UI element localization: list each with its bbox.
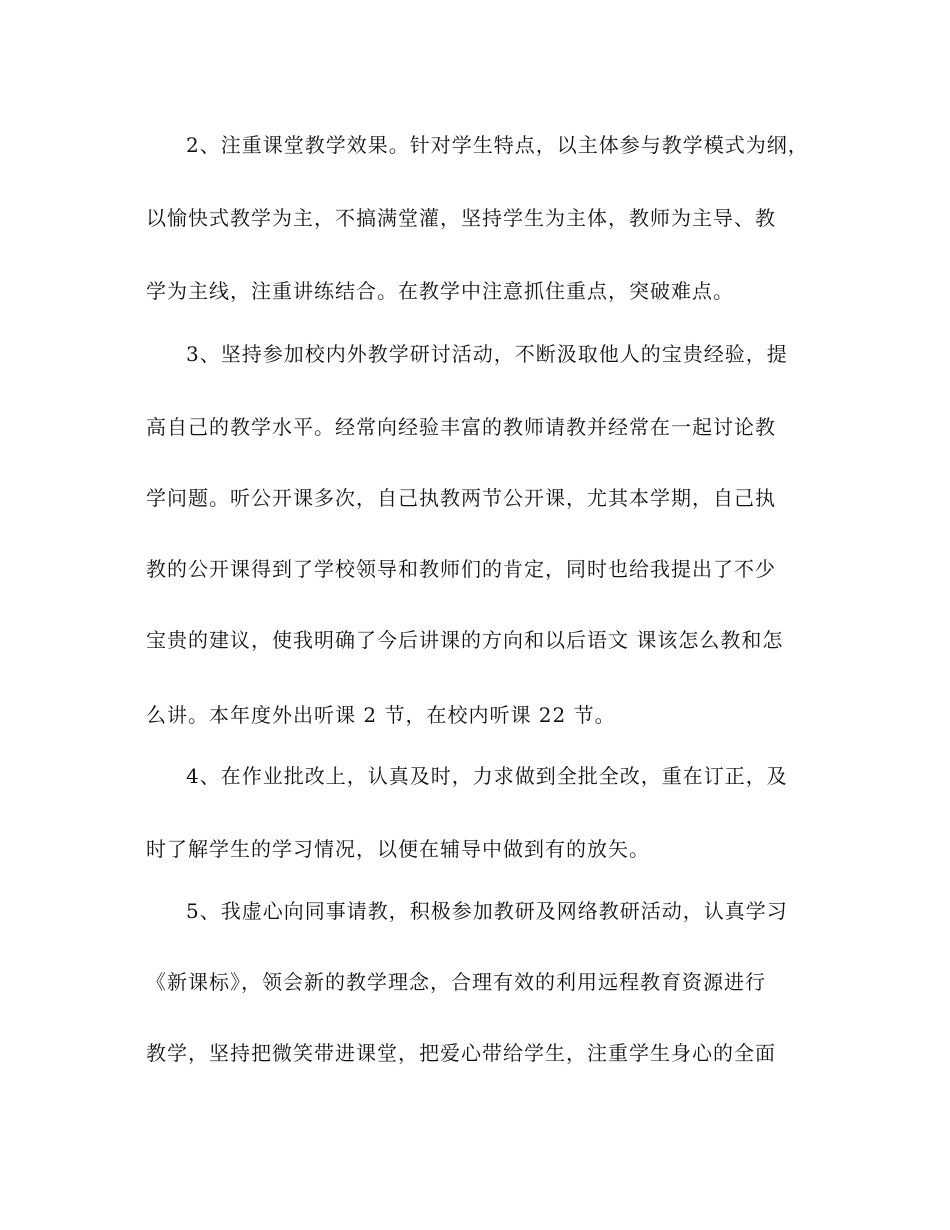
paragraph-2-line-2: 以愉快式教学为主，不搞满堂灌，坚持学生为主体，教师为主导、教 xyxy=(146,206,776,230)
paragraph-2-line-1: 2、注重课堂教学效果。针对学生特点，以主体参与教学模式为纲， xyxy=(186,133,809,157)
paragraph-5-line-2: 《新课标》，领会新的教学理念，合理有效的利用远程教育资源进行 xyxy=(146,970,766,994)
paragraph-4-line-2: 时了解学生的学习情况，以便在辅导中做到有的放矢。 xyxy=(146,837,650,861)
paragraph-3-line-3: 学问题。听公开课多次，自己执教两节公开课，尤其本学期，自己执 xyxy=(146,486,776,510)
paragraph-2-line-3: 学为主线，注重讲练结合。在教学中注意抓住重点，突破难点。 xyxy=(146,279,734,303)
paragraph-3-line-4: 教的公开课得到了学校领导和教师们的肯定，同时也给我提出了不少 xyxy=(146,557,776,581)
paragraph-3-line-1: 3、坚持参加校内外教学研讨活动，不断汲取他人的宝贵经验，提 xyxy=(186,342,788,366)
paragraph-3-line-2: 高自己的教学水平。经常向经验丰富的教师请教并经常在一起讨论教 xyxy=(146,415,776,439)
paragraph-3-line-5: 宝贵的建议，使我明确了今后讲课的方向和以后语文 课该怎么教和怎 xyxy=(146,628,784,652)
paragraph-3-line-6: 么讲。本年度外出听课 2 节，在校内听课 22 节。 xyxy=(146,703,616,727)
paragraph-5-line-3: 教学，坚持把微笑带进课堂，把爱心带给学生，注重学生身心的全面 xyxy=(146,1041,776,1065)
paragraph-4-line-1: 4、在作业批改上，认真及时，力求做到全批全改，重在订正，及 xyxy=(186,764,788,788)
paragraph-5-line-1: 5、我虚心向同事请教，积极参加教研及网络教研活动，认真学习 xyxy=(186,899,788,923)
